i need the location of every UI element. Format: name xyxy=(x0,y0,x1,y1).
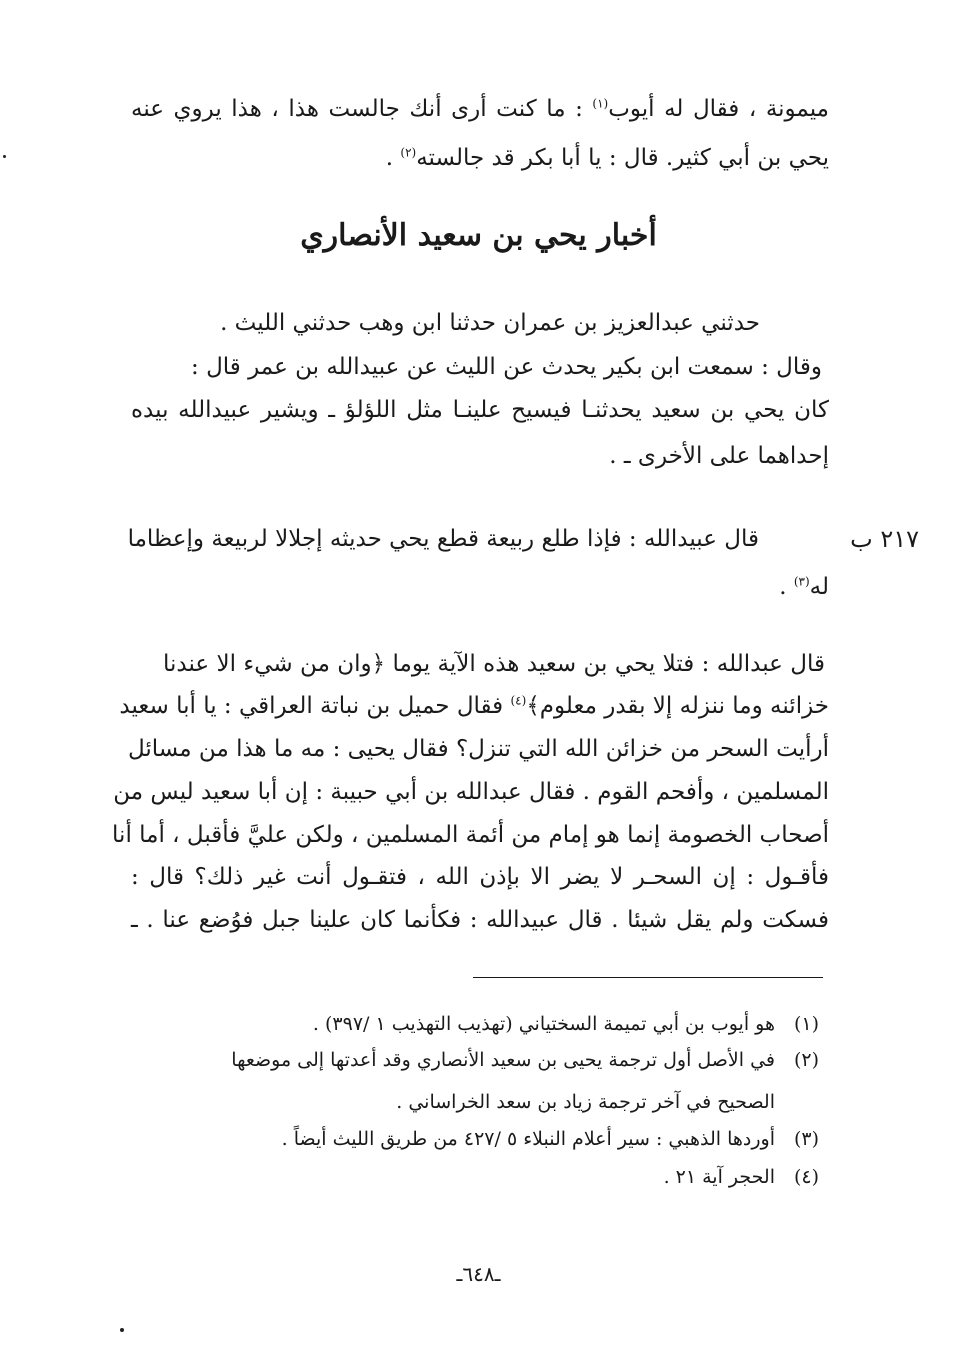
paragraph-4-line-5: أصحاب الخصومة إنما هو إمام من أئمة المسلمين ، ولكن عليَّ فأقبل ، أما أنا xyxy=(112,822,829,848)
footnote-ref-1[interactable]: (١) xyxy=(592,96,609,111)
text-run: . xyxy=(779,574,794,600)
footnote-number: (٢) xyxy=(793,1049,819,1071)
text-run: ميمونة ، فقال له أيوب xyxy=(608,96,829,122)
footnote-4 xyxy=(664,1163,819,1191)
footnote-text: الحجر آية ٢١ . xyxy=(663,1166,775,1188)
footnote-2 xyxy=(231,1046,819,1074)
paragraph-4-line-7: فسكت ولم يقل شيئا . قال عبيدالله : فكأنما كان علينا جبل فوُضع عنا . ـ xyxy=(131,907,829,933)
footnote-3 xyxy=(282,1125,819,1153)
page-number: ـ٦٤٨ـ xyxy=(456,1262,501,1286)
top-paragraph-line-2 xyxy=(131,141,829,175)
section-title: أخبار يحي بن سعيد الأنصاري xyxy=(300,218,657,253)
footnote-ref-3[interactable]: (٣) xyxy=(793,574,810,589)
footnote-number: (١) xyxy=(793,1013,819,1035)
footnote-text: في الأصل أول ترجمة يحيى بن سعيد الأنصاري وقد أعدتها إلى موضعها xyxy=(231,1049,775,1071)
footnote-text: أوردها الذهبي : سير أعلام النبلاء ٥ /٤٢٧ من طريق الليث أيضاً . xyxy=(281,1128,775,1150)
paragraph-4-line-6: فأقـول : إن السحـر لا يضر الا بإذن الله ، فتقـول أنت غير ذلك؟ قال : xyxy=(131,864,829,890)
text-run: له xyxy=(809,574,829,600)
paragraph-2-line-3: كان يحي بن سعيد يحدثنـا فيسيح علينـا مثل اللؤلؤ ـ ويشير عبيدالله بيده xyxy=(131,397,829,423)
text-run: خزائنه وما ننزله إلا بقدر معلوم﴾ xyxy=(526,693,829,719)
paragraph-4-line-2 xyxy=(119,689,829,723)
paragraph-2-line-4: إحداهما على الأخرى ـ . xyxy=(609,443,829,469)
text-run: يحي بن أبي كثير. قال : يا أبا بكر قد جالسته xyxy=(416,145,829,171)
text-run: . xyxy=(385,145,401,171)
footnote-separator xyxy=(473,977,823,978)
folio-marker: ٢١٧ ب xyxy=(850,525,919,553)
paragraph-4-line-1: قال عبدالله : فتلا يحي بن سعيد هذه الآية يوما ﴿وان من شيء الا عندنا xyxy=(163,651,825,677)
text-run: فقال حميل بن نباتة العراقي : يا أبا سعيد xyxy=(119,693,511,719)
scan-speck xyxy=(3,155,6,158)
paragraph-2-line-2: وقال : سمعت ابن بكير يحدث عن الليث عن عبيدالله بن عمر قال : xyxy=(191,354,822,380)
footnote-2-continuation: الصحيح في آخر ترجمة زياد بن سعد الخراساني . xyxy=(396,1091,775,1113)
footnote-number: (٤) xyxy=(793,1166,819,1188)
footnote-ref-4[interactable]: (٤) xyxy=(510,693,527,708)
text-run: : ما كنت أرى أنك جالست هذا ، هذا يروي عنه xyxy=(131,96,593,122)
top-paragraph-line-1 xyxy=(131,92,829,126)
paragraph-4-line-3: أرأيت السحر من خزائن الله التي تنزل؟ فقال يحيى : مه ما هذا من مسائل xyxy=(127,736,829,762)
paragraph-2-line-1: حدثني عبدالعزيز بن عمران حدثنا ابن وهب حدثني الليث . xyxy=(220,310,760,336)
paragraph-3-line-2 xyxy=(131,570,829,604)
footnote-ref-2[interactable]: (٢) xyxy=(400,145,417,160)
paragraph-3-line-1: قال عبيدالله : فإذا طلع ربيعة قطع يحي حديثه إجلالا لربيعة وإعظاما xyxy=(127,526,759,552)
scan-speck xyxy=(120,1328,124,1332)
paragraph-4-line-4: المسلمين ، وأفحم القوم . فقال عبدالله بن أبي حبيبة : إن أبا سعيد ليس من xyxy=(113,779,829,805)
footnote-number: (٣) xyxy=(793,1128,819,1150)
footnote-1 xyxy=(313,1010,819,1038)
footnote-text: هو أيوب بن أبي تميمة السختياني (تهذيب التهذيب ١ /٣٩٧) . xyxy=(312,1013,775,1035)
